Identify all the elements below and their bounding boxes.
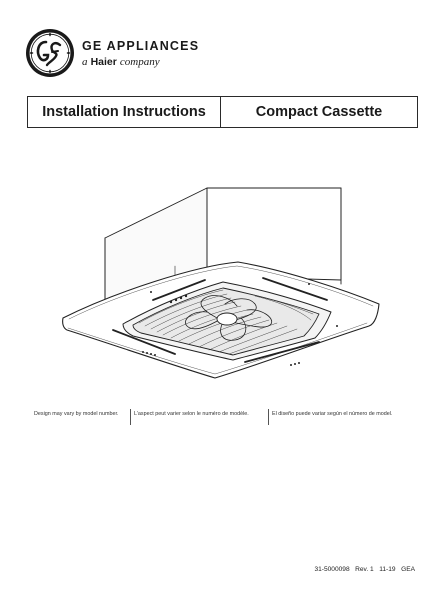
document-number: 31-5000098 Rev. 1 11-19 GEA	[314, 566, 415, 573]
ceiling-cassette-unit-illustration	[55, 180, 390, 385]
brand-tag-haier: Haier	[90, 55, 117, 68]
design-notes	[32, 409, 416, 425]
note-spanish: El diseño puede variar según el número de model.	[268, 409, 416, 425]
brand-tag-prefix: a	[82, 55, 88, 68]
fan-hub	[217, 313, 237, 325]
title-bar	[27, 96, 418, 128]
brand-tag-suffix: company	[119, 55, 160, 68]
note-french: L’aspect peut varier selon le numéro de modèle.	[130, 409, 268, 425]
title-compact-cassette: Compact Cassette	[255, 104, 383, 120]
ge-monogram-icon	[25, 28, 75, 78]
brand-tagline	[82, 57, 199, 68]
note-english: Design may vary by model number.	[34, 411, 119, 417]
brand-block	[82, 40, 199, 68]
title-installation-instructions: Installation Instructions	[28, 97, 221, 127]
brand-name: GE APPLIANCES	[82, 39, 200, 53]
